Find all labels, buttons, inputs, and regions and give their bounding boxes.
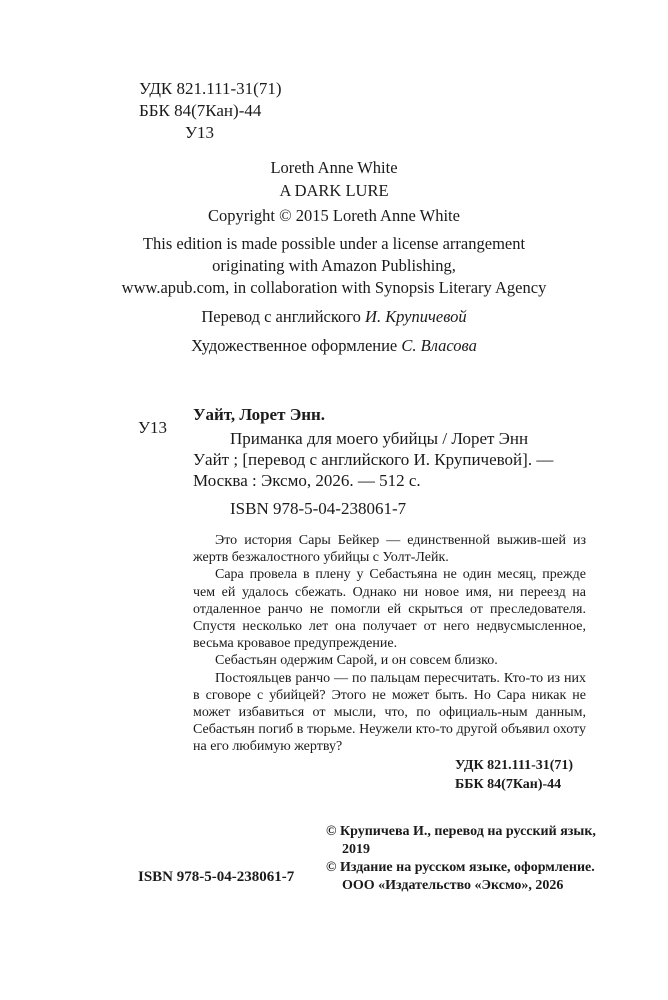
- copyright-line: © Издание на русском языке, оформление.: [326, 860, 595, 875]
- license-line: www.apub.com, in collaboration with Synopsis Literary Agency: [121, 278, 547, 297]
- bib-code: У13: [138, 418, 168, 437]
- annotation-udk: УДК 821.111-31(71): [455, 758, 574, 773]
- copyright-line: © Крупичева И., перевод на русский язык,: [326, 824, 596, 839]
- annotation-paragraph: Это история Сары Бейкер — единственной выжив-шей из жертв безжалостного убийцы с Уолт-Лейк.: [193, 533, 586, 566]
- annotation-bbk: ББК 84(7Кан)-44: [455, 777, 562, 792]
- udk-code: УДК 821.111-31(71): [139, 79, 282, 98]
- annotation: [193, 532, 586, 756]
- translator-name: И. Крупичевой: [365, 307, 467, 326]
- copyright-line: ООО «Издательство «Эксмо», 2026: [342, 878, 564, 893]
- bib-heading: Уайт, Лорет Энн.: [193, 405, 326, 424]
- copyright-line: 2019: [342, 842, 370, 857]
- bib-line: Приманка для моего убийцы / Лорет Энн: [230, 429, 529, 448]
- bbk-code: ББК 84(7Кан)-44: [139, 101, 262, 120]
- author-mark: У13: [185, 123, 215, 142]
- bib-line: Уайт ; [перевод с английского И. Крупичевой]. —: [193, 450, 554, 469]
- bib-line: Москва : Эксмо, 2026. — 512 с.: [193, 471, 421, 490]
- original-copyright: Copyright © 2015 Loreth Anne White: [208, 206, 460, 225]
- design-credit: [0, 336, 668, 356]
- translation-prefix: Перевод с английского: [201, 307, 366, 326]
- license-line: This edition is made possible under a license arrangement: [142, 234, 526, 253]
- translation-credit: [0, 307, 668, 327]
- original-title: A DARK LURE: [279, 181, 389, 200]
- annotation-paragraph: Постояльцев ранчо — по пальцам пересчитать. Кто-то из них в сговоре с убийцей? Этого не может быть. Но Сара никак не может избавиться от мысли, что, по официаль-ным данным, Себастьян погиб в тюрьме. Неужели кто-то другой объявил охоту на его любимую жертву?: [193, 670, 586, 755]
- license-line: originating with Amazon Publishing,: [212, 256, 456, 275]
- annotation-paragraph: Себастьян одержим Сарой, и он совсем близко.: [215, 653, 498, 669]
- design-prefix: Художественное оформление: [191, 336, 402, 355]
- footer-isbn: ISBN 978-5-04-238061-7: [138, 869, 295, 885]
- designer-name: С. Власова: [401, 336, 477, 355]
- annotation-paragraph: Сара провела в плену у Себастьяна не один месяц, прежде чем ей удалось сбежать. Однако ни новое имя, ни переезд на отдаленное ранчо не помогли ей скрыться от преследователя. Спустя несколько лет она получает от него недвусмысленное, весьма кровавое предупреждение.: [193, 567, 586, 652]
- bib-isbn: ISBN 978-5-04-238061-7: [230, 499, 407, 518]
- original-author: Loreth Anne White: [270, 158, 398, 177]
